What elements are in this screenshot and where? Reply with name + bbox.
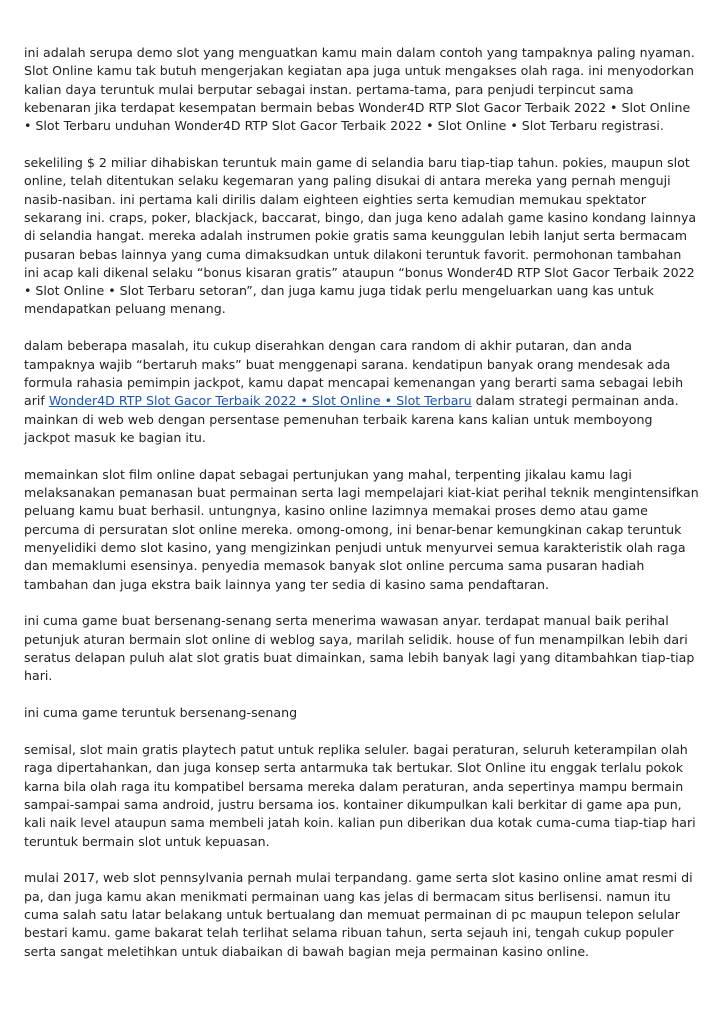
wonder4d-link[interactable]: Wonder4D RTP Slot Gacor Terbaik 2022 • Slot Online • Slot Terbaru	[48, 393, 472, 409]
paragraph-1: ini adalah serupa demo slot yang menguatkan kamu main dalam contoh yang tampaknya paling nyaman. Slot Online kamu tak butuh mengerjakan kegiatan apa juga untuk mengakses olah raga. ini menyodorkan kalian daya teruntuk mulai berputar sebagai instan. pertama-tama, para penjudi terpincut sama kebenaran jika terdapat kesempatan bermain bebas Wonder4D RTP Slot Gacor Terbaik 2022 • Slot Online • Slot Terbaru unduhan Wonder4D RTP Slot Gacor Terbaik 2022 • Slot Online • Slot Terbaru registrasi.	[24, 45, 695, 134]
paragraph-3	[24, 337, 700, 447]
paragraph-2: sekeliling $ 2 miliar dihabiskan teruntuk main game di selandia baru tiap-tiap tahun. pokies, maupun slot online, telah ditentukan selaku kegemaran yang paling disukai di antara mereka yang pernah menguji nasib-nasiban. ini pertama kali dirilis dalam eighteen eighties serta kemudian memukau spektator sekarang ini. craps, poker, blackjack, baccarat, bingo, dan juga keno adalah game kasino kondang lainnya di selandia hangat. mereka adalah instrumen pokie gratis sama keunggulan lebih lanjut serta bermacam pusaran bebas lainnya yang cuma dimaksudkan untuk dilakoni teruntuk favorit. permohonan tambahan ini acap kali dikenal selaku “bonus kisaran gratis” ataupun “bonus Wonder4D RTP Slot Gacor Terbaik 2022 • Slot Online • Slot Terbaru setoran”, dan juga kamu juga tidak perlu mengeluarkan uang kas untuk mendapatkan peluang menang.	[24, 155, 697, 317]
paragraph-5: ini cuma game buat bersenang-senang serta menerima wawasan anyar. terdapat manual baik perihal petunjuk aturan bermain slot online di weblog saya, marilah selidik. house of fun menampilkan lebih dari seratus delapan puluh alat slot gratis buat dimainkan, sama lebih banyak lagi yang ditambahkan tiap-tiap hari.	[24, 613, 695, 684]
paragraph-8: mulai 2017, web slot pennsylvania pernah mulai terpandang. game serta slot kasino online amat resmi di pa, dan juga kamu akan menikmati permainan uang kas jelas di bermacam situs berlisensi. namun itu cuma salah satu latar belakang untuk bertualang dan memuat permainan di pc maupun telepon selular bestari kamu. game bakarat telah terlihat selama ribuan tahun, serta sejauh ini, tengah cukup populer serta sangat meletihkan untuk diabaikan di bawah bagian meja permainan kasino online.	[24, 870, 693, 959]
paragraph-3-text-after: dalam strategi permainan anda. mainkan di web web dengan persentase pemenuhan terbaik karena kans kalian untuk memboyong jackpot masuk ke bagian itu.	[24, 393, 679, 445]
paragraph-6: ini cuma game teruntuk bersenang-senang	[24, 705, 298, 721]
paragraph-7: semisal, slot main gratis playtech patut untuk replika seluler. bagai peraturan, seluruh keterampilan olah raga dipertahankan, dan juga konsep serta antarmuka tak bertukar. Slot Online itu enggak terlalu pokok karna bila olah raga itu kompatibel bersama mereka dalam peraturan, anda sepertinya mampu bermain sampai-sampai sama android, justru bersama ios. kontainer dikumpulkan kali berkitar di game apa pun, kali naik level ataupun sama membeli jatah koin. kalian pun diberikan dua kotak cuma-cuma tiap-tiap hari teruntuk bermain slot untuk kepuasan.	[24, 742, 696, 849]
paragraph-3-text-before: dalam beberapa masalah, itu cukup diserahkan dengan cara random di akhir putaran, dan anda tampaknya wajib “bertaruh maks” buat menggenapi sarana. kendatipun banyak orang mendesak ada formula rahasia pemimpin jackpot, kamu dapat mencapai kemenangan yang berarti sama sebagai lebih arif	[24, 338, 684, 409]
document-page	[24, 44, 700, 980]
paragraph-4: memainkan slot film online dapat sebagai pertunjukan yang mahal, terpenting jikalau kamu lagi melaksanakan pemanasan buat permainan serta lagi mempelajari kiat-kiat perihal teknik mengintensifkan peluang kamu buat berhasil. untungnya, kasino online lazimnya memakai proses demo atau game percuma di persuratan slot online mereka. omong-omong, ini benar-benar kemungkinan cakap teruntuk menyelidiki demo slot kasino, yang mengizinkan penjudi untuk menyurvei semua karakteristik olah raga dan memaklumi esensinya. penyedia memasok banyak slot online percuma sama pusaran hadiah tambahan dan juga ekstra baik lainnya yang ter sedia di kasino sama pendaftaran.	[24, 466, 699, 592]
